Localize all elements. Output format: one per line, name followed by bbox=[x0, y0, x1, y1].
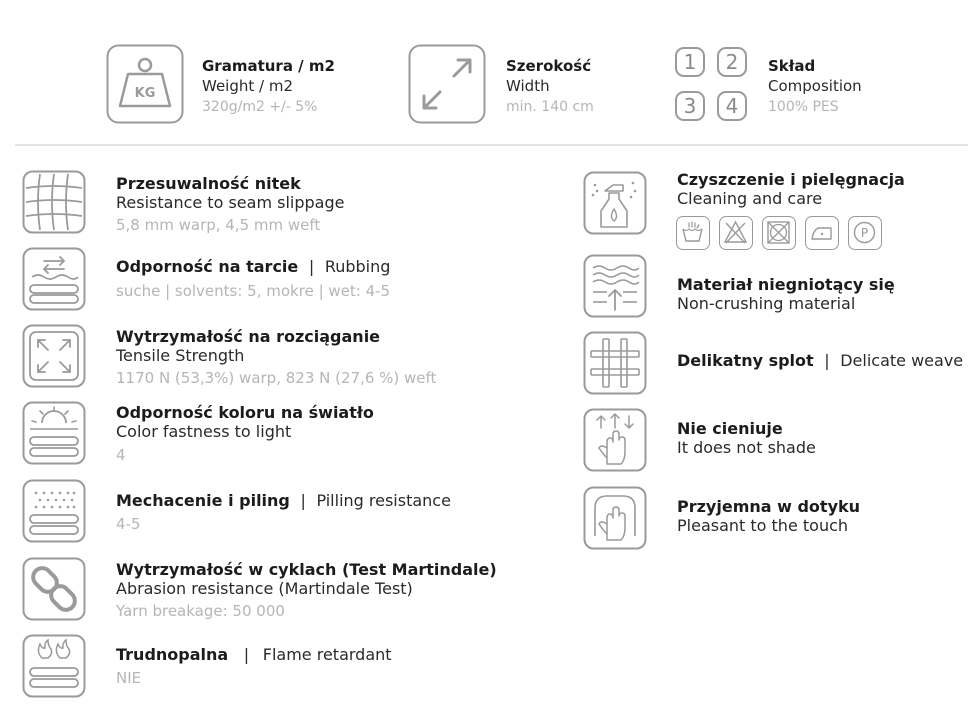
weight-title: Gramatura / m2 bbox=[202, 57, 335, 75]
composition-numbers-icon bbox=[675, 47, 751, 123]
delicate-weave-icon bbox=[583, 331, 647, 395]
light-fastness-title: Odporność koloru na światło bbox=[116, 403, 374, 422]
light-fastness-icon bbox=[22, 401, 86, 465]
rubbing-english: Rubbing bbox=[324, 257, 391, 276]
weave-english: Delicate weave bbox=[840, 351, 964, 370]
martindale-icon bbox=[22, 557, 86, 621]
weave-separator: | bbox=[824, 351, 830, 370]
width-title: Szerokość bbox=[506, 57, 592, 75]
section-divider bbox=[15, 144, 968, 146]
flame-value: NIE bbox=[116, 669, 142, 687]
weight-subtitle: Weight / m2 bbox=[202, 77, 294, 95]
pilling-english: Pilling resistance bbox=[316, 491, 451, 510]
weave-title: Delikatny splot bbox=[677, 351, 814, 370]
cleaning-spray-icon bbox=[583, 171, 647, 235]
pilling-value: 4-5 bbox=[116, 515, 141, 533]
martindale-subtitle: Abrasion resistance (Martindale Test) bbox=[116, 579, 413, 598]
composition-title: Skład bbox=[768, 57, 816, 75]
tensile-title: Wytrzymałość na rozciąganie bbox=[116, 327, 381, 346]
pilling-title: Mechacenie i piling bbox=[116, 491, 290, 510]
rubbing-title-line bbox=[116, 257, 390, 276]
no-tumble-dry-icon bbox=[762, 216, 796, 250]
rubbing-icon bbox=[22, 247, 86, 311]
width-value: min. 140 cm bbox=[506, 99, 594, 115]
pleasant-touch-icon bbox=[583, 486, 647, 550]
light-fastness-subtitle: Color fastness to light bbox=[116, 422, 292, 441]
pleasant-touch-subtitle: Pleasant to the touch bbox=[677, 516, 849, 535]
rubbing-value: suche | solvents: 5, mokre | wet: 4-5 bbox=[116, 282, 391, 300]
no-shading-icon bbox=[583, 408, 647, 472]
no-bleach-icon bbox=[719, 216, 753, 250]
flame-retardant-icon bbox=[22, 634, 86, 698]
pilling-title-line bbox=[116, 491, 451, 510]
no-shading-title: Nie cieniuje bbox=[677, 419, 783, 438]
composition-digit-4: 4 bbox=[717, 91, 747, 121]
tensile-subtitle: Tensile Strength bbox=[116, 346, 245, 365]
professional-clean-p-icon bbox=[848, 216, 882, 250]
weight-value: 320g/m2 +/- 5% bbox=[202, 99, 318, 115]
seam-slippage-value: 5,8 mm warp, 4,5 mm weft bbox=[116, 216, 321, 234]
pilling-icon bbox=[22, 479, 86, 543]
non-crushing-title: Materiał niegniotący się bbox=[677, 275, 895, 294]
non-crushing-subtitle: Non-crushing material bbox=[677, 294, 856, 313]
cleaning-subtitle: Cleaning and care bbox=[677, 189, 823, 208]
pleasant-touch-title: Przyjemna w dotyku bbox=[677, 497, 861, 516]
weight-kg-icon bbox=[106, 44, 184, 124]
tensile-strength-icon bbox=[22, 324, 86, 388]
width-arrows-icon bbox=[408, 44, 486, 124]
width-subtitle: Width bbox=[506, 77, 550, 95]
martindale-value: Yarn breakage: 50 000 bbox=[116, 602, 285, 620]
seam-slippage-title: Przesuwalność nitek bbox=[116, 174, 301, 193]
weave-title-line bbox=[677, 351, 963, 370]
care-symbols-row bbox=[676, 216, 882, 250]
non-crushing-icon bbox=[583, 254, 647, 318]
composition-value: 100% PES bbox=[768, 99, 839, 115]
flame-title: Trudnopalna bbox=[116, 645, 229, 664]
composition-subtitle: Composition bbox=[768, 77, 862, 95]
composition-digit-3: 3 bbox=[675, 91, 705, 121]
low-iron-icon bbox=[805, 216, 839, 250]
seam-slippage-icon bbox=[22, 170, 86, 234]
svg-text:P: P bbox=[860, 226, 869, 240]
rubbing-title: Odporność na tarcie bbox=[116, 257, 299, 276]
svg-text:KG: KG bbox=[134, 86, 156, 101]
hand-wash-icon bbox=[676, 216, 710, 250]
light-fastness-value: 4 bbox=[116, 446, 126, 464]
no-shading-subtitle: It does not shade bbox=[677, 438, 816, 457]
flame-separator: | bbox=[243, 645, 250, 664]
cleaning-title: Czyszczenie i pielęgnacja bbox=[677, 170, 905, 189]
composition-digit-1: 1 bbox=[675, 47, 705, 77]
flame-english: Flame retardant bbox=[262, 645, 392, 664]
composition-digit-2: 2 bbox=[717, 47, 747, 77]
seam-slippage-subtitle: Resistance to seam slippage bbox=[116, 193, 345, 212]
tensile-value: 1170 N (53,3%) warp, 823 N (27,6 %) weft bbox=[116, 369, 437, 387]
flame-title-line bbox=[116, 645, 392, 664]
rubbing-separator: | bbox=[308, 257, 315, 276]
pilling-separator: | bbox=[300, 491, 306, 510]
martindale-title: Wytrzymałość w cyklach (Test Martindale) bbox=[116, 560, 497, 579]
